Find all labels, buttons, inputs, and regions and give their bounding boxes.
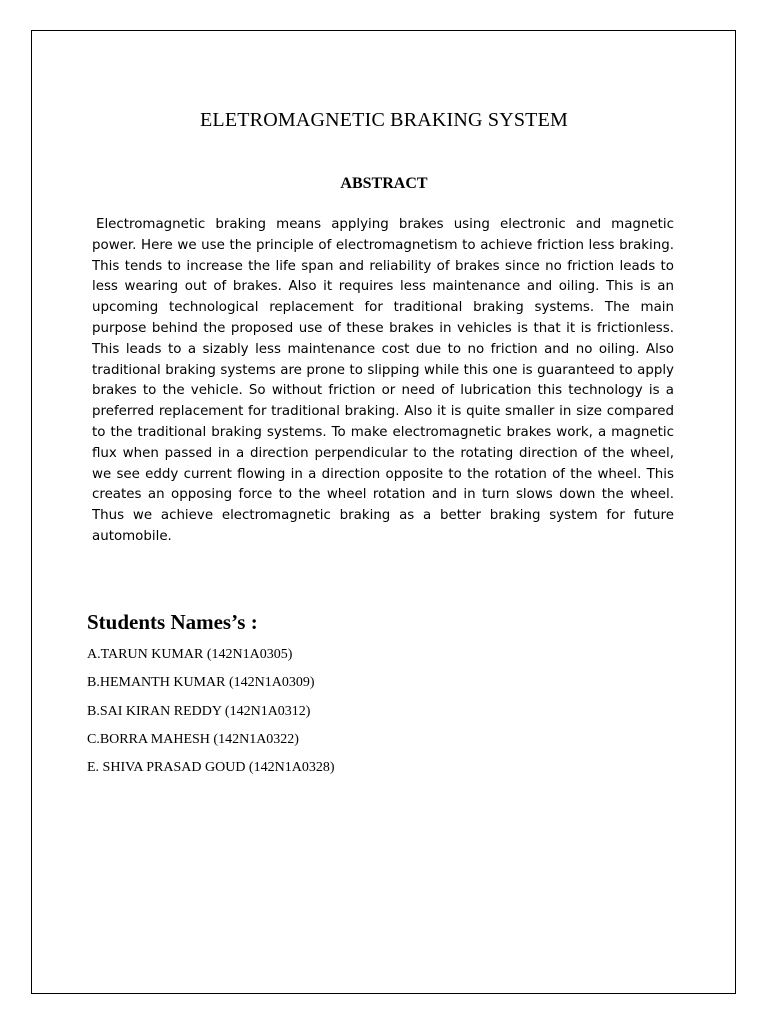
student-name: A.TARUN KUMAR (142N1A0305) — [87, 647, 293, 662]
student-name: B.HEMANTH KUMAR (142N1A0309) — [87, 675, 315, 691]
students-list — [87, 646, 334, 787]
student-name: C.BORRA MAHESH (142N1A0322) — [87, 731, 299, 747]
document-title: ELETROMAGNETIC BRAKING SYSTEM — [199, 109, 569, 131]
students-heading: Students Names’s : — [87, 610, 258, 634]
student-name: E. SHIVA PRASAD GOUD (142N1A0328) — [87, 760, 335, 776]
abstract-paragraph: Electromagnetic braking means applying brakes using electronic and magnetic power. Here we use the principle of electromagnetism to achieve friction less braking. This tends to increase the life span and reliability of brakes since no friction leads to less wearing out of brakes. Also it requires less maintenance and oiling. This is an upcoming technological replacement for traditional braking systems. The main purpose behind the proposed use of these brakes in vehicles is that it is frictionless. This leads to a sizably less maintenance cost due to no friction and no oiling. Also traditional braking systems are prone to slipping while this one is guaranteed to apply brakes to the vehicle. So without friction or need of lubrication this technology is a preferred replacement for traditional braking. Also it is quite smaller in size compared to the traditional braking systems. To make electromagnetic brakes work, a magnetic flux when passed in a direction perpendicular to the rotating direction of the wheel, we see eddy current flowing in a direction opposite to the rotation of the wheel. This creates an opposing force to the wheel rotation and in turn slows down the wheel. Thus we achieve electromagnetic braking as a better braking system for future automobile. — [92, 217, 674, 544]
abstract-heading: ABSTRACT — [340, 175, 428, 192]
student-name: B.SAI KIRAN REDDY (142N1A0312) — [87, 703, 311, 719]
